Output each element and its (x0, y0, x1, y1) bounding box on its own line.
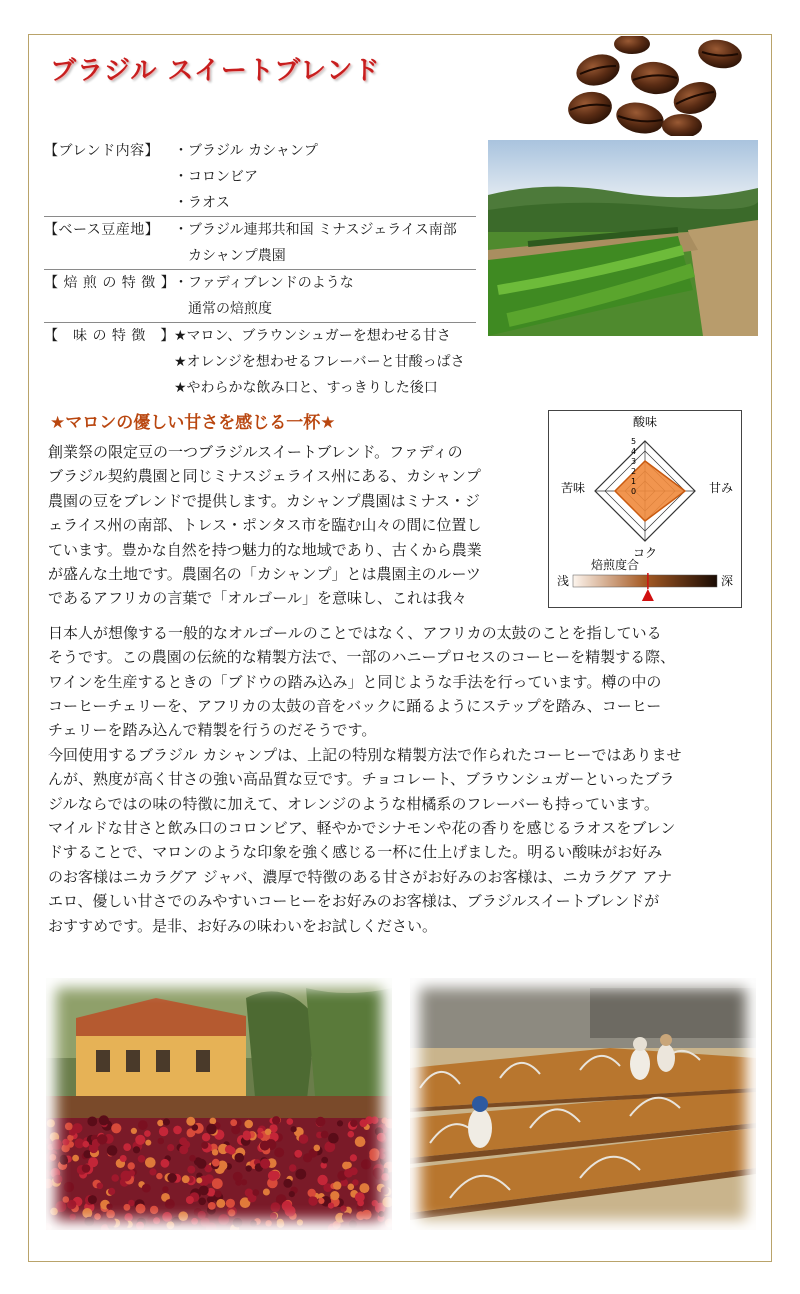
coffee-beans-image (560, 36, 760, 136)
body-line: ェライス州の南部、トレス・ポンタス市を臨む山々の間に位置し (48, 516, 482, 535)
taste-radar-panel (548, 410, 742, 608)
spec-value: ・コロンビア (174, 169, 258, 185)
spec-value: 通常の焙煎度 (188, 301, 272, 317)
drying-beds-photo (410, 978, 756, 1230)
body-line: 創業祭の限定豆の一つブラジルスイートブレンド。ファディの (48, 443, 463, 461)
radar-label-bitterness: 苦味 (560, 481, 586, 495)
body-text-wide (48, 621, 682, 938)
farmhouse-cherries-photo (46, 978, 392, 1230)
roast-dark-label: 深 (721, 574, 734, 588)
radar-scale (631, 437, 636, 496)
spec-value: ★オレンジを想わせるフレーバーと甘酸っぱさ (174, 354, 465, 370)
spec-key: 【 焙 煎 の 特 徴 】 (44, 275, 176, 291)
radar-scale-tick: 3 (631, 457, 637, 466)
body-line: のお客様はニカラグア ジャバ、濃厚で特徴のある甘さがお好みのお客様は、ニカラグア アナ (48, 867, 673, 886)
radar-scale-tick: 4 (631, 447, 637, 456)
spec-value: ★マロン、ブラウンシュガーを想わせる甘さ (174, 328, 451, 344)
body-line: 日本人が想像する一般的なオルゴールのことではなく、アフリカの太鼓のことを指している (48, 623, 662, 642)
body-line: 農園の豆をブレンドで提供します。カシャンプ農園はミナス・ジ (48, 491, 480, 510)
spec-key: 【 味 の 特 徴 】 (44, 328, 175, 344)
roast-light-label: 浅 (557, 574, 570, 588)
roast-gauge-bar (573, 575, 717, 587)
spec-value: ★やわらかな飲み口と、すっきりした後口 (174, 380, 438, 396)
spec-row-blend (44, 138, 476, 217)
spec-key: 【ベース豆産地】 (44, 222, 160, 238)
spec-value: ・ラオス (174, 195, 230, 211)
spec-value: ・ブラジル連邦共和国 ミナスジェライス南部 (174, 222, 457, 238)
roast-level-marker (642, 589, 654, 601)
radar-label-sweetness: 甘み (708, 481, 734, 495)
radar-scale-tick: 2 (631, 467, 637, 476)
spec-table (44, 138, 476, 401)
spec-key: 【ブレンド内容】 (44, 143, 160, 159)
spec-value: ・ブラジル カシャンプ (174, 143, 318, 159)
roast-label: 焙煎度合 (591, 558, 640, 572)
body-line: エロ、優しい甘さでのみやすいコーヒーをお好みのお客様は、ブラジルスイートブレンドが (48, 892, 660, 911)
spec-row-origin (44, 217, 476, 270)
spec-row-taste (44, 323, 476, 401)
section-subtitle: ★マロンの優しい甘さを感じる一杯★ (50, 413, 336, 433)
body-line: ています。豊かな自然を持つ魅力的な地域であり、古くから農業 (48, 540, 482, 559)
radar-scale-tick: 1 (631, 477, 637, 486)
body-line: 今回使用するブラジル カシャンプは、上記の特別な精製方法で作られたコーヒーではありませ (48, 745, 682, 764)
body-line: そうです。この農園の伝統的な精製方法で、一部のハニープロセスのコーヒーを精製する際、 (48, 648, 676, 667)
body-line: ワインを生産するときの「ブドウの踏み込み」と同じような手法を行っています。樽の中の (48, 672, 662, 691)
body-line: ブラジル契約農園と同じミナスジェライス州にある、カシャンプ (48, 467, 481, 486)
body-line: ジルならではの味の特徴に加えて、オレンジのような柑橘系のフレーバーも持っています。 (48, 794, 659, 813)
radar-label-body: コク (632, 546, 658, 560)
page-title: ブラジル スイートブレンド (50, 56, 381, 86)
body-line: コーヒーチェリーを、アフリカの太鼓の音をバックに踊るようにステップを踏み、コーヒー (48, 697, 662, 716)
radar-label-acidity: 酸味 (632, 415, 658, 429)
body-line: おすすめです。是非、お好みの味わいをお試しください。 (48, 916, 437, 935)
body-line: が盛んな土地です。農園名の「カシャンプ」とは農園主のルーツ (48, 565, 481, 584)
spec-row-roast (44, 270, 476, 323)
spec-value: ・ファディブレンドのような (174, 275, 354, 291)
body-text-narrow (48, 440, 482, 611)
body-line: であるアフリカの言葉で「オルゴール」を意味し、これは我々 (48, 589, 467, 608)
body-line: ドすることで、マロンのような印象を強く感じる一杯に仕上げました。明るい酸味がお好み (48, 843, 663, 862)
radar-scale-tick: 0 (631, 487, 637, 496)
coffee-farm-photo (488, 140, 758, 336)
radar-scale-tick: 5 (631, 437, 637, 446)
spec-value: カシャンプ農園 (188, 248, 286, 264)
body-line: チェリーを踏み込んで精製を行うのだそうです。 (48, 721, 377, 740)
taste-radar-chart (549, 411, 741, 607)
body-line: んが、熟度が高く甘さの強い高品質な豆です。チョコレート、ブラウンシュガーといったブラ (48, 770, 675, 789)
body-line: マイルドな甘さと飲み口のコロンビア、軽やかでシナモンや花の香りを感じるラオスをブレン (48, 819, 676, 838)
